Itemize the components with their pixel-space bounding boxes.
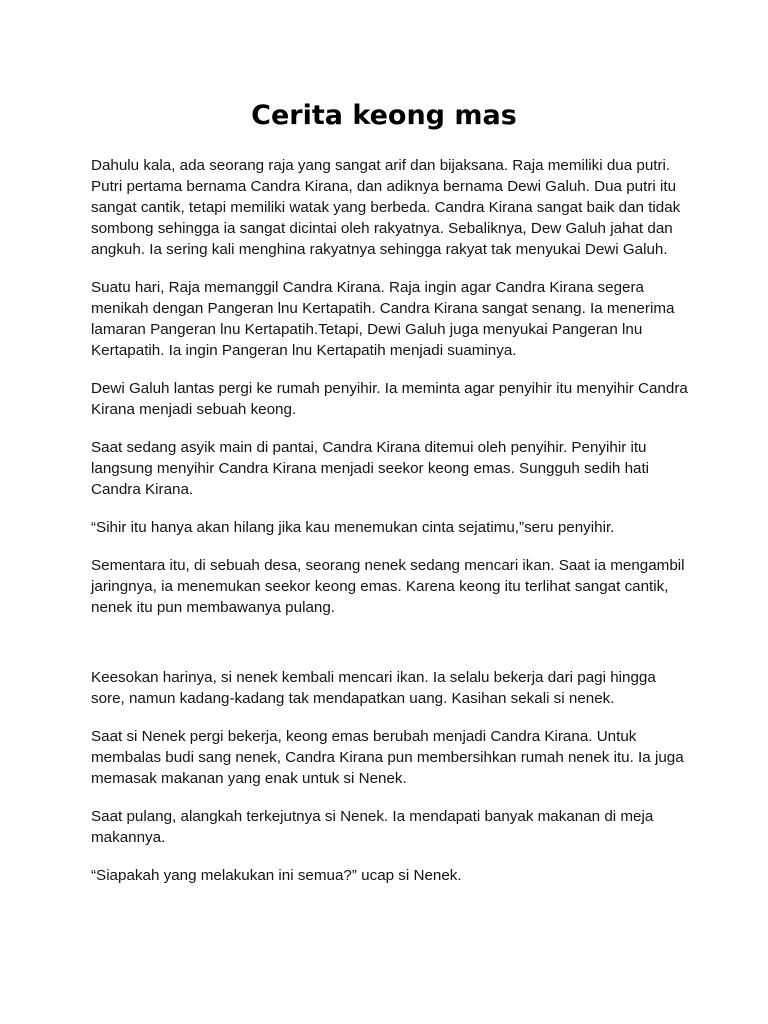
paragraph: Saat si Nenek pergi bekerja, keong emas berubah menjadi Candra Kirana. Untuk membalas budi sang nenek, Candra Kirana pun membersihkan rumah nenek itu. Ia juga memasak makanan yang enak untuk si Nenek. bbox=[91, 728, 684, 787]
paragraph: Keesokan harinya, si nenek kembali mencari ikan. Ia selalu bekerja dari pagi hingga sore, namun kadang-kadang tak mendapatkan uang. Kasihan sekali si nenek. bbox=[91, 669, 656, 707]
paragraph: Saat sedang asyik main di pantai, Candra Kirana ditemui oleh penyihir. Penyihir itu langsung menyihir Candra Kirana menjadi seekor keong emas. Sungguh sedih hati Candra Kirana. bbox=[91, 439, 650, 498]
paragraph: Saat pulang, alangkah terkejutnya si Nenek. Ia mendapati banyak makanan di meja makannya. bbox=[91, 808, 654, 846]
paragraph: “Siapakah yang melakukan ini semua?” ucap si Nenek. bbox=[91, 867, 462, 884]
paragraph: Sementara itu, di sebuah desa, seorang nenek sedang mencari ikan. Saat ia mengambil jaringnya, ia menemukan seekor keong emas. Karena keong itu terlihat sangat cantik, nenek itu pun membawanya pulang. bbox=[91, 557, 685, 616]
paragraph: “Sihir itu hanya akan hilang jika kau menemukan cinta sejatimu,”seru penyihir. bbox=[91, 519, 615, 536]
paragraph: Dewi Galuh lantas pergi ke rumah penyihir. Ia meminta agar penyihir itu menyihir Candra Kirana menjadi sebuah keong. bbox=[91, 380, 688, 418]
paragraph: Dahulu kala, ada seorang raja yang sangat arif dan bijaksana. Raja memiliki dua putri. Putri pertama bernama Candra Kirana, dan adiknya bernama Dewi Galuh. Dua putri itu sangat cantik, tetapi memiliki watak yang berbeda. Candra Kirana sangat baik dan tidak sombong sehingga ia sangat dicintai oleh rakyatnya. Sebaliknya, Dew Galuh jahat dan angkuh. Ia sering kali menghina rakyatnya sehingga rakyat tak menyukai Dewi Galuh. bbox=[91, 157, 681, 258]
paragraph: Suatu hari, Raja memanggil Candra Kirana. Raja ingin agar Candra Kirana segera menikah dengan Pangeran lnu Kertapatih. Candra Kirana sangat senang. Ia menerima lamaran Pangeran lnu Kertapatih.Tetapi, Dewi Galuh juga menyukai Pangeran lnu Kertapatih. Ia ingin Pangeran lnu Kertapatih menjadi suaminya. bbox=[91, 279, 675, 359]
document-title: Cerita keong mas bbox=[251, 100, 517, 131]
document-body bbox=[91, 155, 691, 903]
